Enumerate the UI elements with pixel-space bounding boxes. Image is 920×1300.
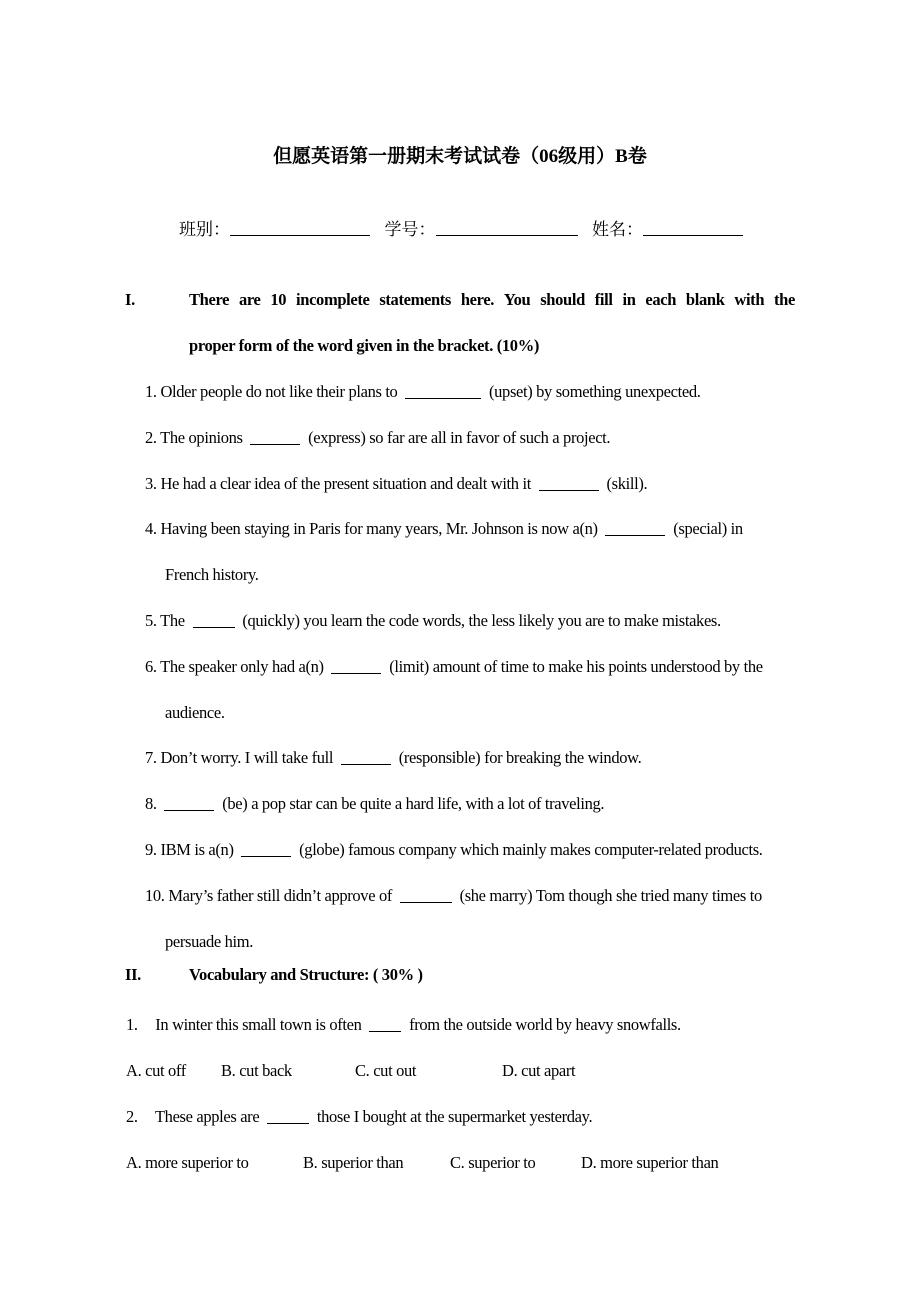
instruction-word: here. bbox=[460, 290, 495, 309]
answer-blank[interactable] bbox=[267, 1110, 309, 1124]
question-text: 6. The speaker only had a(n) bbox=[145, 657, 324, 676]
mc-question-2 bbox=[126, 1107, 592, 1127]
question-number: 2. bbox=[126, 1107, 138, 1126]
question-number: 1. bbox=[126, 1015, 138, 1034]
question-text: These apples are bbox=[154, 1107, 260, 1126]
option-c[interactable]: C. cut out bbox=[355, 1061, 417, 1080]
question-4-continuation: French history. bbox=[165, 565, 259, 584]
page-title: 但愿英语第一册期末考试试卷（06级用）B卷 bbox=[273, 146, 647, 167]
instruction-word: should bbox=[540, 290, 585, 309]
mc-question-1 bbox=[126, 1015, 681, 1035]
question-1 bbox=[145, 382, 701, 402]
question-10 bbox=[145, 886, 762, 906]
instruction-word: 10 bbox=[270, 290, 287, 309]
question-text: 4. Having been staying in Paris for many years, Mr. Johnson is now a(n) bbox=[145, 519, 598, 538]
answer-blank[interactable] bbox=[400, 889, 452, 903]
answer-blank[interactable] bbox=[539, 477, 599, 491]
instruction-word: with bbox=[734, 290, 765, 309]
question-2 bbox=[145, 428, 610, 448]
answer-blank[interactable] bbox=[331, 660, 381, 674]
question-text-end: from the outside world by heavy snowfalls. bbox=[409, 1015, 681, 1034]
question-text: 7. Don’t worry. I will take full bbox=[145, 748, 334, 767]
question-hint: (responsible) for breaking the window. bbox=[398, 748, 642, 767]
question-text: 2. The opinions bbox=[145, 428, 243, 447]
instruction-word: fill bbox=[594, 290, 613, 309]
answer-blank[interactable] bbox=[193, 614, 235, 628]
name-blank[interactable] bbox=[643, 221, 743, 236]
question-10-continuation: persuade him. bbox=[165, 932, 254, 951]
instruction-word: the bbox=[774, 290, 795, 309]
answer-blank[interactable] bbox=[605, 522, 665, 536]
question-7 bbox=[145, 748, 641, 768]
class-blank[interactable] bbox=[230, 221, 370, 236]
instruction-word: blank bbox=[685, 290, 725, 309]
question-hint: (limit) amount of time to make his points understood by the bbox=[389, 657, 763, 676]
class-label: 班别： bbox=[179, 220, 230, 239]
option-a[interactable]: A. more superior to bbox=[126, 1153, 249, 1172]
answer-blank[interactable] bbox=[241, 843, 291, 857]
question-hint: (globe) famous company which mainly makes computer-related products. bbox=[299, 840, 763, 859]
instruction-word: are bbox=[238, 290, 261, 309]
option-b[interactable]: B. superior than bbox=[303, 1153, 404, 1172]
question-text: 3. He had a clear idea of the present situation and dealt with it bbox=[145, 474, 531, 493]
option-b[interactable]: B. cut back bbox=[221, 1061, 292, 1080]
question-hint: (special) in bbox=[673, 519, 743, 538]
question-text: 1. Older people do not like their plans to bbox=[145, 382, 398, 401]
section-2-number: II. bbox=[125, 965, 141, 984]
answer-blank[interactable] bbox=[164, 797, 214, 811]
answer-blank[interactable] bbox=[405, 385, 481, 399]
section-1-number: I. bbox=[125, 290, 135, 309]
answer-blank[interactable] bbox=[369, 1018, 401, 1032]
instruction-word: incomplete bbox=[296, 290, 370, 309]
question-6 bbox=[145, 657, 763, 677]
question-text: In winter this small town is often bbox=[155, 1015, 362, 1034]
section-1-instruction-line-2: proper form of the word given in the bracket. (10%) bbox=[189, 336, 539, 355]
question-text: 5. The bbox=[145, 611, 185, 630]
question-6-continuation: audience. bbox=[165, 703, 225, 722]
question-hint: (she marry) Tom though she tried many times to bbox=[459, 886, 762, 905]
section-1-instruction-line-1 bbox=[189, 290, 795, 310]
student-info-line bbox=[179, 215, 743, 240]
question-3 bbox=[145, 474, 647, 494]
section-2-heading: Vocabulary and Structure: ( 30% ) bbox=[189, 965, 423, 984]
question-9 bbox=[145, 840, 763, 860]
question-8 bbox=[145, 794, 604, 814]
student-id-label: 学号： bbox=[384, 220, 436, 239]
question-hint: (quickly) you learn the code words, the less likely you are to make mistakes. bbox=[242, 611, 721, 630]
answer-blank[interactable] bbox=[341, 751, 391, 765]
question-text: 9. IBM is a(n) bbox=[145, 840, 234, 859]
option-d[interactable]: D. cut apart bbox=[502, 1061, 576, 1080]
instruction-word: You bbox=[503, 290, 531, 309]
question-text: 10. Mary’s father still didn’t approve of bbox=[145, 886, 392, 905]
question-text: 8. bbox=[145, 794, 157, 813]
instruction-word: each bbox=[645, 290, 677, 309]
question-hint: (be) a pop star can be quite a hard life, with a lot of traveling. bbox=[222, 794, 605, 813]
question-4 bbox=[145, 519, 743, 539]
question-text-end: those I bought at the supermarket yesterday. bbox=[316, 1107, 593, 1126]
option-d[interactable]: D. more superior than bbox=[581, 1153, 719, 1172]
question-hint: (express) so far are all in favor of such a project. bbox=[308, 428, 611, 447]
question-hint: (upset) by something unexpected. bbox=[489, 382, 701, 401]
instruction-word: statements bbox=[379, 290, 451, 309]
answer-blank[interactable] bbox=[250, 431, 300, 445]
instruction-word: There bbox=[189, 290, 230, 309]
option-c[interactable]: C. superior to bbox=[450, 1153, 536, 1172]
name-label: 姓名： bbox=[592, 220, 643, 239]
instruction-word: in bbox=[622, 290, 636, 309]
question-hint: (skill). bbox=[606, 474, 648, 493]
option-a[interactable]: A. cut off bbox=[126, 1061, 186, 1080]
student-id-blank[interactable] bbox=[436, 221, 578, 236]
question-5 bbox=[145, 611, 721, 631]
